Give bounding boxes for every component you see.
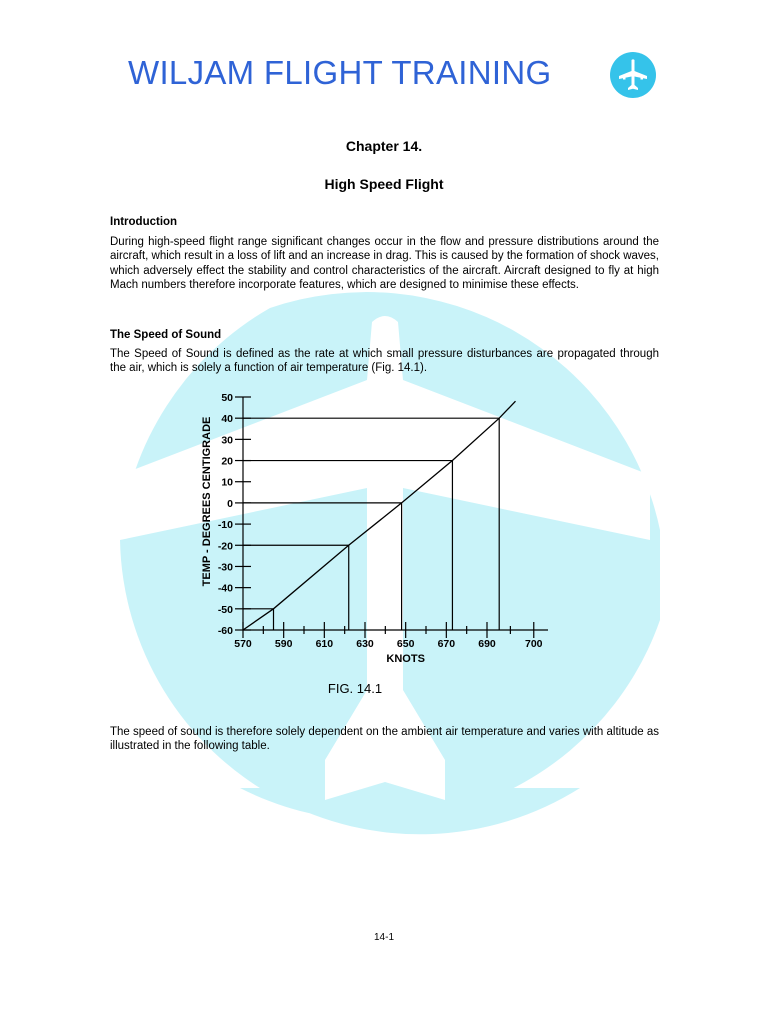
page-header-title: WILJAM FLIGHT TRAINING [128,54,552,91]
page-number: 14-1 [373,932,394,943]
y-tick-label: 40 [221,413,233,426]
speed-of-sound-followup-paragraph: The speed of sound is therefore solely dependent on the ambient air temperature and varies with altitude as illustrated in the following table. [110,726,659,753]
introduction-paragraph: During high-speed flight range significant changes occur in the flow and pressure distributions around the aircraft, which result in a loss of lift and an increase in drag. This is caused by the formation of shock waves, which adversely effect the stability and control characteristics of the aircraft. Aircraft designed to fly at high Mach numbers therefore incorporate features, which are designed to minimise these effects. [110,236,659,291]
chapter-number: Chapter 14. [345,138,423,154]
y-tick-label: -20 [217,540,233,553]
series-line [243,401,516,630]
x-tick-label: 590 [274,638,293,650]
y-tick-label: 50 [221,392,233,404]
y-tick-label: 0 [227,497,233,510]
x-tick-label: 570 [234,638,252,650]
y-tick-label: 20 [221,455,233,468]
y-tick-label: -30 [217,561,233,574]
x-tick-label: 650 [396,638,415,650]
y-tick-label: -10 [217,519,233,532]
section-heading-introduction: Introduction [110,216,178,228]
x-tick-label: 670 [437,638,456,650]
speed-of-sound-chart [190,385,570,670]
figure-caption: FIG. 14.1 [327,681,383,696]
y-axis-title: TEMP - DEGREES CENTIGRADE [201,416,213,587]
x-axis-title: KNOTS [386,653,425,665]
y-tick-label: -60 [217,625,233,637]
y-tick-label: 10 [221,476,233,489]
x-tick-label: 610 [315,638,334,650]
x-tick-label: 630 [356,638,374,650]
chapter-title: High Speed Flight [324,176,444,192]
x-tick-label: 690 [478,638,496,650]
y-tick-label: -40 [217,582,233,595]
y-tick-label: 30 [221,434,233,447]
section-heading-speed-of-sound: The Speed of Sound [110,329,222,341]
y-tick-label: -50 [217,603,233,616]
speed-of-sound-paragraph: The Speed of Sound is defined as the rate at which small pressure disturbances are propagated through the air, which is solely a function of air temperature (Fig. 14.1). [110,348,659,375]
airplane-icon [610,52,656,98]
x-tick-label: 700 [525,638,543,650]
